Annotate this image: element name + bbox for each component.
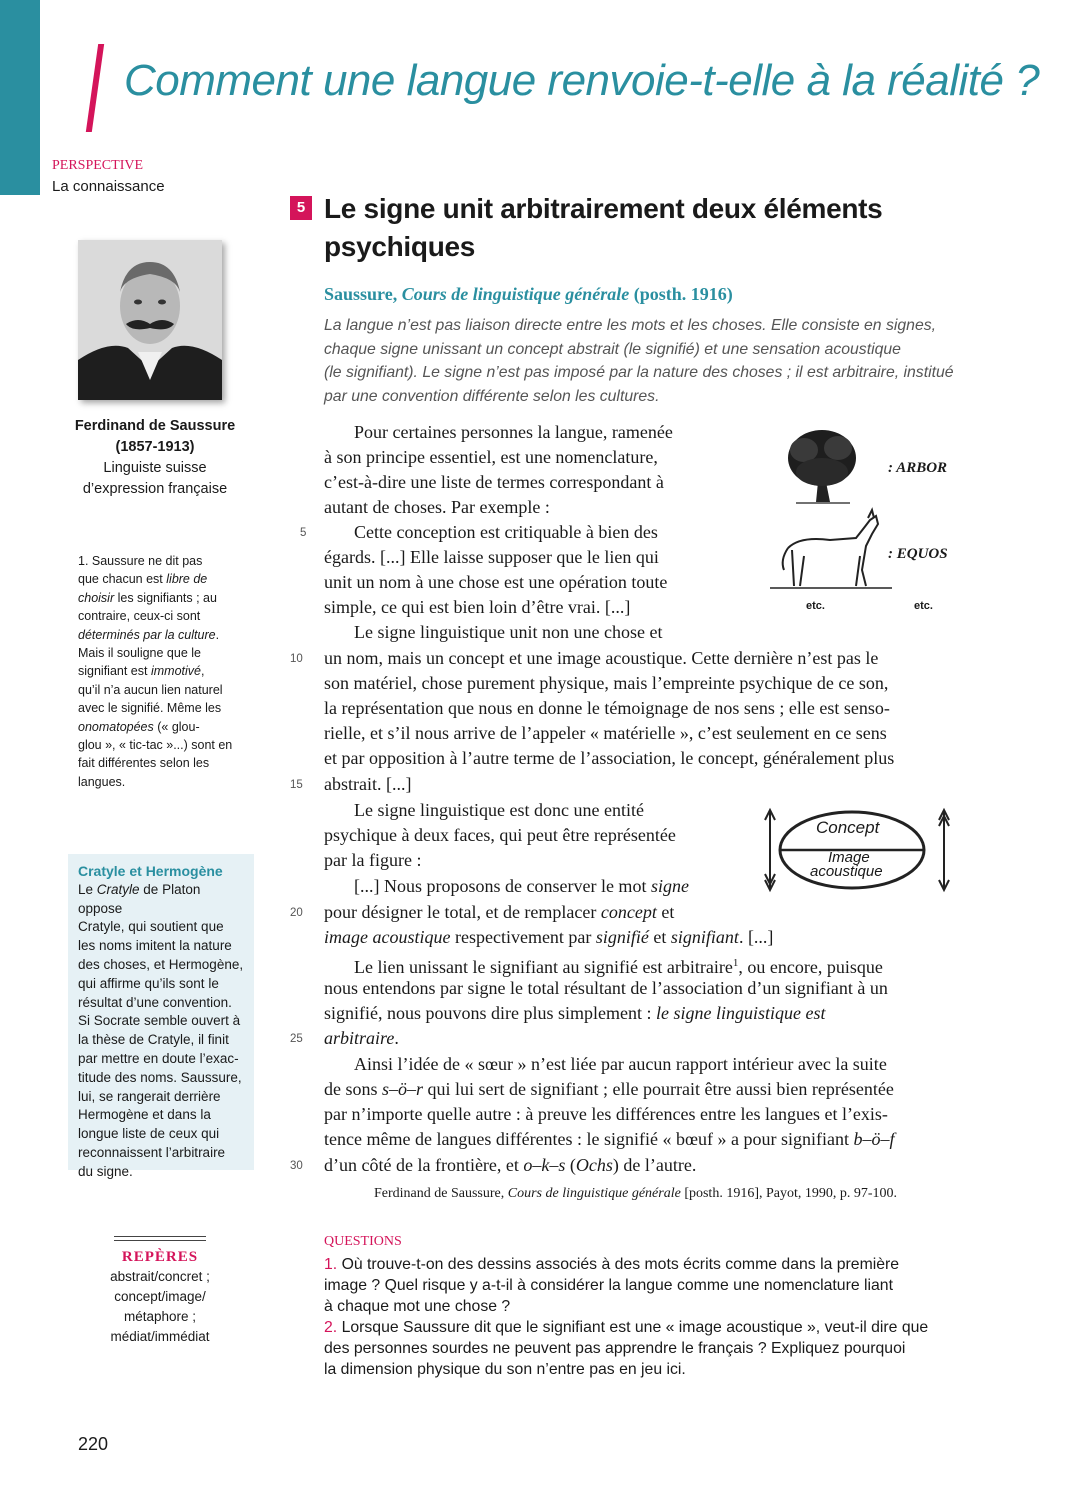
section-title: Le signe unit arbitrairement deux éléments psychiques (324, 193, 883, 262)
page-number: 220 (78, 1434, 109, 1454)
line-number-25: 25 (290, 1033, 303, 1045)
bibliography: Ferdinand de Saussure, Cours de linguistique générale [posth. 1916], Payot, 1990, p. 97-100. (374, 1186, 898, 1201)
line-number-15: 15 (290, 779, 303, 791)
question-1: 1. Où trouve-t-on des dessins associés à des mots écrits comme dans la première image ? Quel risque y a-t-il à considérer la langue comme une nomenclature liant à chaque mot une chose ? (324, 1256, 900, 1315)
line-number-20: 20 (290, 907, 303, 919)
line-number-10: 10 (290, 653, 303, 665)
caption-dates: (1857-1913) (115, 439, 195, 455)
etc-label-1: etc. (806, 600, 825, 612)
acoustique-label: acoustique (810, 863, 883, 880)
tree-horse-illustration (760, 420, 980, 620)
perspective-label: PERSPECTIVE (52, 158, 144, 173)
section-number-badge: 5 (290, 196, 312, 220)
reperes-title: REPÈRES (121, 1249, 199, 1265)
questions-label: QUESTIONS (324, 1234, 402, 1249)
sign-diagram (760, 806, 960, 896)
reperes-block: REPÈRES abstrait/concret ; concept/image/ métaphore ; médiat/immédiat (100, 1236, 220, 1347)
cratyle-box-title: Cratyle et Hermogène (78, 863, 223, 879)
intro-text: La langue n’est pas liaison directe entre les mots et les choses. Elle consiste en signes, chaque signe unissant un concept abstrait (le signifié) et une sensation acoustique (le signifiant). Le signe n’est pas imposé par la nature des choses ; il est arbitraire, institué par une convention différente selon les cultures. (324, 317, 954, 405)
line-number-5: 5 (300, 527, 307, 539)
title-slash-mark (86, 44, 104, 132)
caption-desc-2: d’expression française (82, 481, 228, 497)
concept-label: Concept (816, 818, 880, 837)
question-2: 2. Lorsque Saussure dit que le signifiant est une « image acoustique », veut-il dire que des personnes sourdes ne peuvent pas apprendre le français ? Expliquez pourquoi la dimension physique du son n’entre pas en jeu ici. (324, 1319, 929, 1378)
tree-icon (788, 430, 856, 503)
page-title: Comment une langue renvoie-t-elle à la réalité ? (124, 56, 1040, 105)
portrait-caption (60, 416, 250, 500)
saussure-portrait (78, 240, 222, 400)
equos-label: : EQUOS (888, 546, 948, 562)
cratyle-box: Cratyle et Hermogène Le Cratyle de Platon oppose Cratyle, qui soutient que les noms imitent la nature des choses, et Hermogène, qui affirme qu’ils sont le résultat d’une convention. Si Socrate semble ouvert à la thèse de Cratyle, il finit par mettre en doute l’exac- titude des noms. Saussure, lui, se rangerait derrière Hermogène et dans la longue liste de ceux qui reconnaissent l’arbitraire du signe. (68, 854, 254, 1170)
footnote: 1. Saussure ne dit pas que chacun est libre de choisir les signifiants ; au contraire, ceux-ci sont déterminés par la culture. Mais il souligne que le signifiant est immotivé, qu’il n’a aucun lien naturel avec le signifié. Même les onomatopées (« glou- glou », « tic-tac »...) sont en fait différentes selon les langues. (78, 554, 233, 789)
etc-label-2: etc. (914, 600, 933, 612)
teal-side-bar (0, 0, 40, 195)
caption-desc-1: Linguiste suisse (103, 460, 207, 476)
portrait-icon (78, 240, 222, 400)
image-label: Image (828, 849, 870, 866)
horse-icon (770, 510, 892, 588)
text-source: Saussure, Cours de linguistique générale (posth. 1916) (324, 284, 733, 304)
caption-name: Ferdinand de Saussure (74, 418, 236, 434)
line-number-30: 30 (290, 1160, 303, 1172)
nomenclature-figure (760, 420, 980, 620)
arbor-label: : ARBOR (888, 460, 948, 476)
perspective-value: La connaissance (52, 178, 165, 195)
